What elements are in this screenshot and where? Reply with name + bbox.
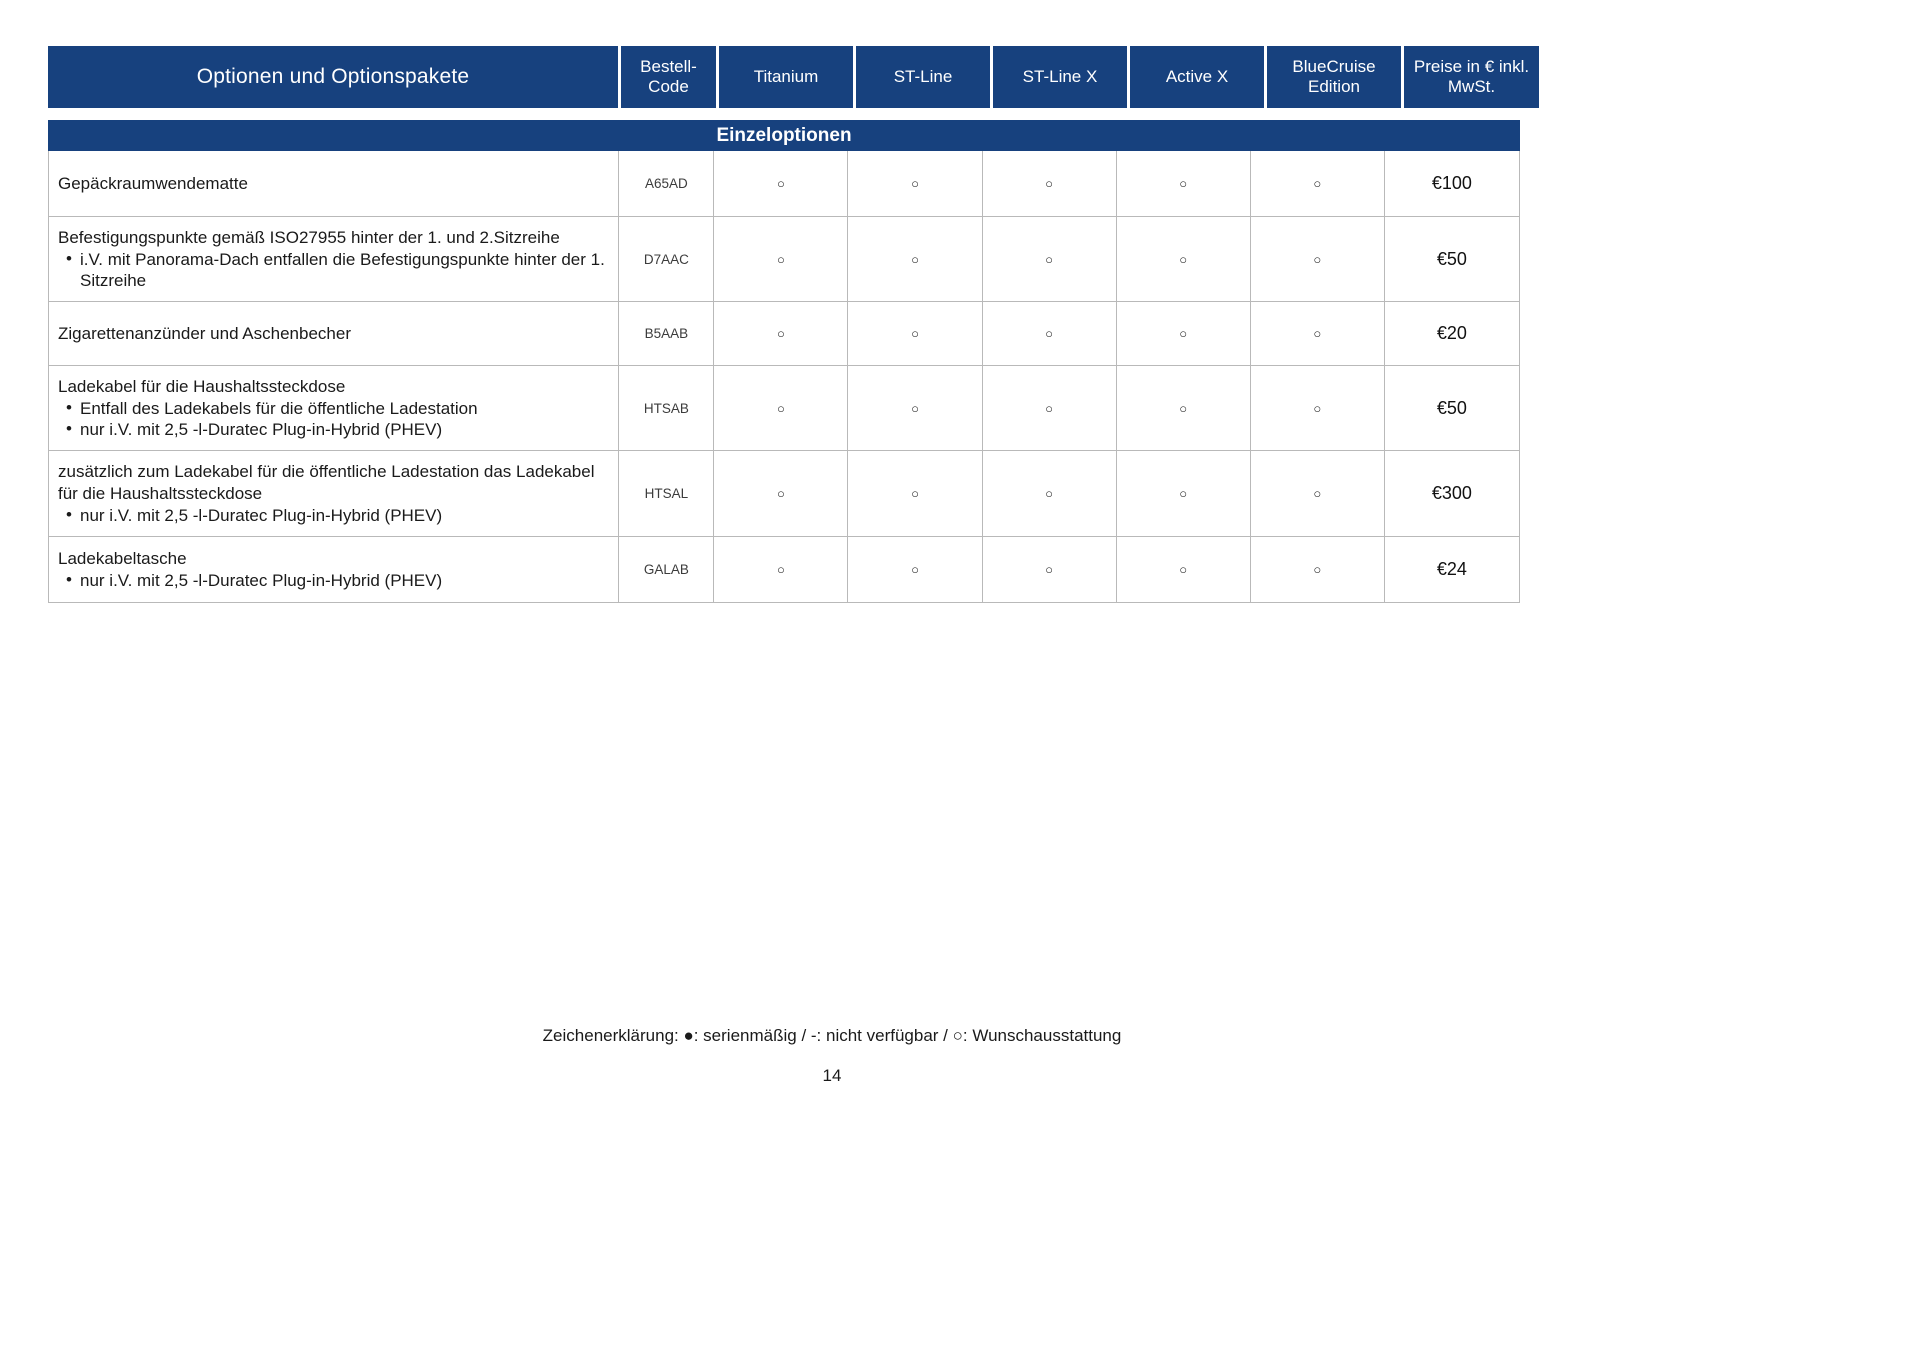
section-header-row bbox=[49, 121, 1520, 151]
mark-cell-titanium bbox=[714, 151, 848, 217]
mark-cell-titanium bbox=[714, 451, 848, 536]
optional-mark: ○ bbox=[1179, 561, 1188, 577]
optional-mark: ○ bbox=[777, 400, 785, 416]
options-table bbox=[48, 120, 1520, 603]
option-cell bbox=[49, 451, 619, 536]
option-bullet: • i.V. mit Panorama-Dach entfallen die Befestigungspunkte hinter der 1. Sitzreihe bbox=[58, 249, 608, 291]
mark-cell-bluecruise bbox=[1250, 366, 1384, 451]
option-bullet: • nur i.V. mit 2,5 -l-Duratec Plug-in-Hybrid (PHEV) bbox=[58, 419, 608, 440]
header-cell-st-line: ST-Line bbox=[856, 46, 990, 108]
mark-cell-bluecruise bbox=[1250, 217, 1384, 302]
optional-mark: ○ bbox=[1179, 486, 1188, 502]
mark-cell-bluecruise bbox=[1250, 451, 1384, 536]
mark-cell-st-line-x bbox=[982, 536, 1116, 602]
price-cell: €50 bbox=[1384, 366, 1519, 451]
optional-mark: ○ bbox=[911, 400, 919, 416]
page-root bbox=[48, 46, 1530, 1085]
legend-text: Zeichenerklärung: ●: serienmäßig / -: nicht verfügbar / ○: Wunschausstattung bbox=[542, 1026, 1122, 1045]
option-bullets bbox=[58, 249, 608, 291]
table-row bbox=[49, 451, 1520, 536]
option-title: Gepäckraumwendematte bbox=[58, 173, 248, 193]
optional-mark: ○ bbox=[1313, 400, 1322, 416]
mark-cell-st-line bbox=[848, 536, 982, 602]
optional-mark: ○ bbox=[911, 176, 919, 191]
option-bullet: • nur i.V. mit 2,5 -l-Duratec Plug-in-Hybrid (PHEV) bbox=[58, 505, 608, 526]
optional-mark: ○ bbox=[1313, 486, 1322, 502]
option-cell bbox=[49, 151, 619, 217]
mark-cell-st-line-x bbox=[982, 451, 1116, 536]
code-cell: GALAB bbox=[619, 536, 714, 602]
mark-cell-st-line bbox=[848, 217, 982, 302]
header-cell-options-title: Optionen und Optionspakete bbox=[48, 46, 618, 108]
mark-cell-st-line-x bbox=[982, 302, 1116, 366]
mark-cell-st-line-x bbox=[982, 151, 1116, 217]
header-cell-active-x: Active X bbox=[1130, 46, 1264, 108]
mark-cell-active-x bbox=[1116, 451, 1250, 536]
code-cell: B5AAB bbox=[619, 302, 714, 366]
option-bullets bbox=[58, 398, 608, 440]
mark-cell-active-x bbox=[1116, 217, 1250, 302]
optional-mark: ○ bbox=[1179, 326, 1188, 342]
mark-cell-st-line bbox=[848, 451, 982, 536]
mark-cell-active-x bbox=[1116, 366, 1250, 451]
optional-mark: ○ bbox=[911, 561, 919, 577]
mark-cell-titanium bbox=[714, 366, 848, 451]
mark-cell-titanium bbox=[714, 536, 848, 602]
optional-mark: ○ bbox=[777, 251, 785, 267]
table-row bbox=[49, 217, 1520, 302]
option-bullet: • Entfall des Ladekabels für die öffentliche Ladestation bbox=[58, 398, 608, 419]
optional-mark: ○ bbox=[1045, 326, 1054, 342]
optional-mark: ○ bbox=[1179, 251, 1188, 267]
option-title: Befestigungspunkte gemäß ISO27955 hinter der 1. und 2.Sitzreihe bbox=[58, 228, 560, 247]
option-title: Ladekabeltasche bbox=[58, 548, 187, 568]
option-title: Zigarettenanzünder und Aschenbecher bbox=[58, 324, 351, 344]
price-cell: €100 bbox=[1384, 151, 1519, 217]
page-number: 14 bbox=[822, 1066, 842, 1085]
mark-cell-bluecruise bbox=[1250, 536, 1384, 602]
option-bullets bbox=[58, 570, 608, 591]
header-cell-bluecruise-edition: BlueCruise Edition bbox=[1267, 46, 1401, 108]
optional-mark: ○ bbox=[911, 486, 919, 502]
optional-mark: ○ bbox=[777, 326, 785, 342]
table-row bbox=[49, 366, 1520, 451]
mark-cell-titanium bbox=[714, 302, 848, 366]
option-cell bbox=[49, 302, 619, 366]
optional-mark: ○ bbox=[1179, 176, 1188, 191]
mark-cell-st-line-x bbox=[982, 217, 1116, 302]
header-cell-preise: Preise in € inkl. MwSt. bbox=[1404, 46, 1539, 108]
option-cell bbox=[49, 536, 619, 602]
optional-mark: ○ bbox=[911, 326, 919, 342]
price-cell: €300 bbox=[1384, 451, 1519, 536]
optional-mark: ○ bbox=[777, 561, 785, 577]
mark-cell-st-line bbox=[848, 151, 982, 217]
mark-cell-active-x bbox=[1116, 302, 1250, 366]
optional-mark: ○ bbox=[1045, 486, 1054, 502]
optional-mark: ○ bbox=[911, 251, 919, 267]
option-bullets bbox=[58, 505, 608, 526]
table-row bbox=[49, 151, 1520, 217]
optional-mark: ○ bbox=[1045, 251, 1054, 267]
table-row bbox=[49, 536, 1520, 602]
mark-cell-bluecruise bbox=[1250, 151, 1384, 217]
option-title: zusätzlich zum Ladekabel für die öffentliche Ladestation das Ladekabel für die Haushaltssteckdose bbox=[58, 462, 595, 503]
optional-mark: ○ bbox=[1313, 176, 1322, 191]
optional-mark: ○ bbox=[1313, 326, 1322, 342]
optional-mark: ○ bbox=[1045, 176, 1054, 191]
optional-mark: ○ bbox=[1313, 251, 1322, 267]
code-cell: A65AD bbox=[619, 151, 714, 217]
option-cell bbox=[49, 366, 619, 451]
optional-mark: ○ bbox=[1045, 561, 1054, 577]
option-title: Ladekabel für die Haushaltssteckdose bbox=[58, 377, 346, 397]
mark-cell-active-x bbox=[1116, 536, 1250, 602]
optional-mark: ○ bbox=[1045, 400, 1054, 416]
mark-cell-bluecruise bbox=[1250, 302, 1384, 366]
table-row bbox=[49, 302, 1520, 366]
mark-cell-st-line bbox=[848, 302, 982, 366]
option-bullet: • nur i.V. mit 2,5 -l-Duratec Plug-in-Hybrid (PHEV) bbox=[58, 570, 608, 591]
mark-cell-titanium bbox=[714, 217, 848, 302]
code-cell: HTSAB bbox=[619, 366, 714, 451]
price-cell: €20 bbox=[1384, 302, 1519, 366]
table-header bbox=[48, 46, 1530, 108]
header-cell-bestell-code: Bestell-Code bbox=[621, 46, 716, 108]
header-cell-titanium: Titanium bbox=[719, 46, 853, 108]
header-cell-st-line-x: ST-Line X bbox=[993, 46, 1127, 108]
mark-cell-active-x bbox=[1116, 151, 1250, 217]
code-cell: D7AAC bbox=[619, 217, 714, 302]
option-cell bbox=[49, 217, 619, 302]
optional-mark: ○ bbox=[1313, 561, 1322, 577]
mark-cell-st-line-x bbox=[982, 366, 1116, 451]
price-cell: €50 bbox=[1384, 217, 1519, 302]
optional-mark: ○ bbox=[1179, 400, 1188, 416]
price-cell: €24 bbox=[1384, 536, 1519, 602]
section-header-einzeloptionen: Einzeloptionen bbox=[49, 121, 1520, 151]
code-cell: HTSAL bbox=[619, 451, 714, 536]
optional-mark: ○ bbox=[777, 486, 785, 502]
mark-cell-st-line bbox=[848, 366, 982, 451]
optional-mark: ○ bbox=[777, 176, 785, 191]
